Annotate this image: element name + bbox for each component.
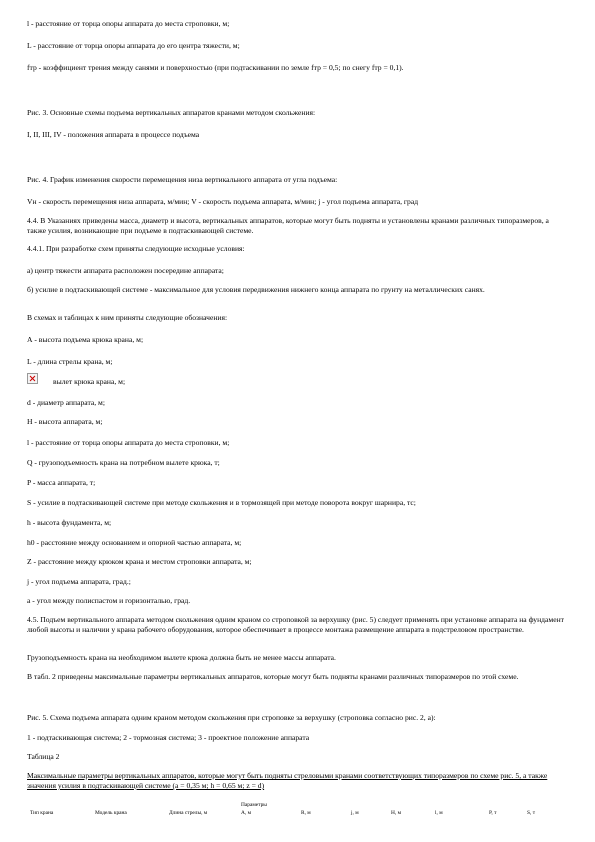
table-header-boom-length: Длина стрелы, м xyxy=(169,810,208,816)
notation-H: H - высота аппарата, м; xyxy=(27,417,103,426)
notation-h0: h0 - расстояние между основанием и опорной частью аппарата, м; xyxy=(27,538,242,547)
figure-caption-4: Рис. 4. График изменения скорости перемещения низа вертикального аппарата от угла подъема: xyxy=(27,175,338,184)
table-header-A: A, м xyxy=(241,810,251,816)
table-2-header xyxy=(27,800,572,824)
condition-a: а) центр тяжести аппарата расположен посередине аппарата; xyxy=(27,266,224,275)
notation-S: S - усилие в подтаскивающей системе при методе скольжения и в тормозящей при методе поворота вокруг шарнира, тс; xyxy=(27,498,416,507)
paragraph-l-distance: l - расстояние от торца опоры аппарата до места строповки, м; xyxy=(27,19,230,28)
notation-A: А - высота подъема крюка крана, м; xyxy=(27,335,144,344)
figure-caption-4-legend: Vн - скорость перемещения низа аппарата, м/мин; V - скорость подъема аппарата, м/мин; j - угол подъема аппарата, град xyxy=(27,197,419,206)
notation-h: h - высота фундамента, м; xyxy=(27,518,112,527)
notation-Q: Q - грузоподъемность крана на потребном вылете крюка, т; xyxy=(27,458,220,467)
section-4-4-1: 4.4.1. При разработке схем приняты следующие исходные условия: xyxy=(27,244,245,253)
table-header-H: H, м xyxy=(391,810,401,816)
table-header-crane-model: Модель крана xyxy=(95,810,127,816)
table-header-R: R, м xyxy=(301,810,311,816)
table-header-S: S, т xyxy=(527,810,536,816)
notation-intro: В схемах и таблицах к ним приняты следующие обозначения: xyxy=(27,313,228,322)
notation-d: d - диаметр аппарата, м; xyxy=(27,398,105,407)
condition-b: б) усилие в подтаскивающей системе - максимальное для условия передвижения нижнего конца аппарата по грунту на металлических санях. xyxy=(27,285,485,294)
table-2-label: Таблица 2 xyxy=(27,752,60,761)
table-header-j: j, м xyxy=(351,810,359,816)
paragraph-L-distance: L - расстояние от торца опоры аппарата до его центра тяжести, м; xyxy=(27,41,240,50)
figure-caption-5-legend: 1 - подтаскивающая система; 2 - тормозная система; 3 - проектное положение аппарата xyxy=(27,733,310,742)
notation-a: a - угол между полиспастом и горизонталью, град. xyxy=(27,596,191,605)
notation-L: L - длина стрелы крана, м; xyxy=(27,357,113,366)
notation-R: вылет крюка крана, м; xyxy=(53,377,126,386)
notation-j: j - угол подъема аппарата, град.; xyxy=(27,577,131,586)
table-2-reference: В табл. 2 приведены максимальные параметры вертикальных аппаратов, которые могут быть подняты кранами различных типоразмеров по этой схеме. xyxy=(27,672,519,681)
notation-Z: Z - расстояние между крюком крана и местом строповки аппарата, м; xyxy=(27,557,252,566)
notation-l: l - расстояние от торца опоры аппарата до места строповки, м; xyxy=(27,438,230,447)
crane-capacity-note: Грузоподъемность крана на необходимом вылете крюка должна быть не менее массы аппарата. xyxy=(27,653,336,662)
section-4-5: 4.5. Подъем вертикального аппарата методом скольжения одним краном со строповкой за верхушку (рис. 5) следует применять при установке аппарата на фундамент любой высоты и наличии у крана рабочего оборудования, которое обеспечивает в процессе монтажа размещение аппарата в подстреловом пространстве. xyxy=(27,615,564,634)
table-header-parameters: Параметры xyxy=(241,802,267,808)
section-4-4: 4.4. В Указаниях приведены масса, диаметр и высота, вертикальных аппаратов, которые могут быть подняты и установлены кранами различных типоразмеров, а также усилия, возникающие при подъеме в подтаскивающей системе. xyxy=(27,216,549,235)
figure-caption-5: Рис. 5. Схема подъема аппарата одним краном методом скольжения при строповке за верхушку (строповка согласно рис. 2, а): xyxy=(27,713,436,722)
broken-image-icon xyxy=(27,373,38,384)
notation-P: P - масса аппарата, т; xyxy=(27,478,96,487)
table-header-crane-type: Тип крана xyxy=(30,810,54,816)
table-2-title: Максимальные параметры вертикальных аппаратов, которые могут быть подняты стреловыми кранами соответствующих типоразмеров по схеме рис. 5, а также значения усилия в подтаскивающей системе (a = 0,35 м; h = 0,65 м; z = d) xyxy=(27,771,548,790)
table-header-P: P, т xyxy=(489,810,497,816)
paragraph-friction: fтр - коэффициент трения между санями и поверхностью (при подтаскивании по земле fтр = 0,5; по снегу fтр = 0,1). xyxy=(27,63,404,72)
figure-caption-3-legend: I, II, III, IV - положения аппарата в процессе подъема xyxy=(27,130,200,139)
table-header-l: l, м xyxy=(435,810,443,816)
figure-caption-3: Рис. 3. Основные схемы подъема вертикальных аппаратов кранами методом скольжения: xyxy=(27,108,316,117)
